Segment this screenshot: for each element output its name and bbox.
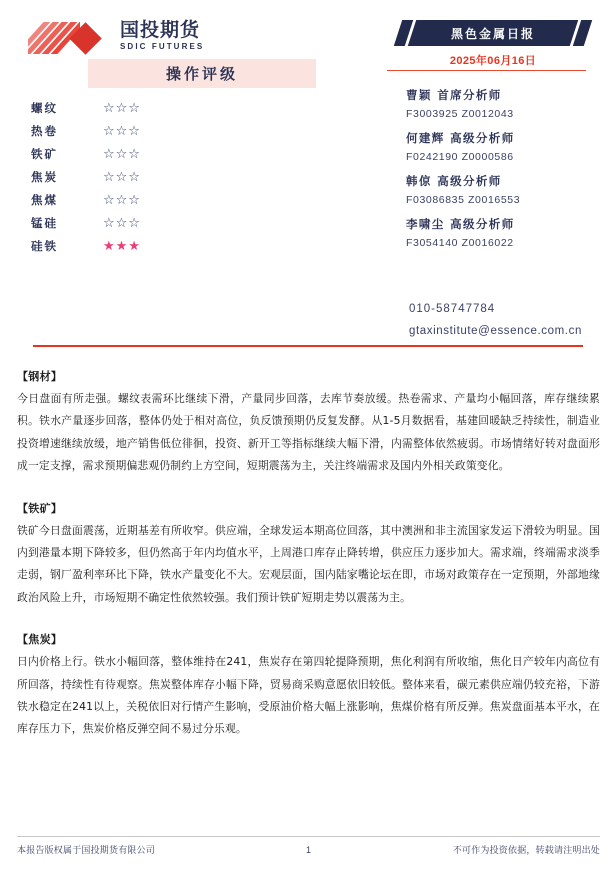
section-title: 【钢材】 <box>17 370 63 383</box>
logo-chinese-name: 国投期货 <box>120 19 201 41</box>
analyst-license-code: F0242190 Z0000586 <box>406 151 514 163</box>
footer-disclaimer: 不可作为投资依据，转载请注明出处 <box>452 846 600 856</box>
report-banner-title: 黑色金属日报 <box>450 26 535 41</box>
rating-stars: ☆☆☆ <box>103 215 141 230</box>
rating-label: 螺纹 <box>31 100 58 115</box>
section-steel <box>17 366 600 478</box>
section-coke <box>17 629 600 741</box>
logo-wordmark <box>120 20 230 52</box>
analyst-name: 何建辉 高级分析师 <box>406 131 515 145</box>
contact-email[interactable]: gtaxinstitute@essence.com.cn <box>409 325 582 337</box>
analyst-list <box>406 88 611 250</box>
rating-label: 硅铁 <box>31 238 58 253</box>
rating-row <box>28 234 318 257</box>
report-content <box>17 366 600 761</box>
section-body: 铁矿今日盘面震荡，近期基差有所收窄。供应端，全球发运本期高位回落，其中澳洲和非主流国家发运下滑较为明显。国内到港量本期下降较多，但仍然高于年内均值水平，上周港口库存止降转增，供应压力逐步加大。需求端，终端需求淡季走弱，钢厂盈利率环比下降，铁水产量变化不大。宏观层面，国内陆家嘴论坛在即，市场对政策存在一定预期，外部地缘政治风险上升，市场短期不确定性依然较强。我们预计铁矿短期走势以震荡为主。 <box>17 523 600 604</box>
rating-row <box>28 211 318 234</box>
rating-stars: ☆☆☆ <box>103 169 141 184</box>
rating-stars: ☆☆☆ <box>103 100 141 115</box>
section-body: 今日盘面有所走强。螺纹表需环比继续下滑，产量同步回落，去库节奏放缓。热卷需求、产量均小幅回落，库存继续累积。铁水产量逐步回落，整体仍处于相对高位，负反馈预期仍反复发酵。从1-5月数据看，基建回暖缺乏持续性，制造业投资增速继续放缓，地产销售低位徘徊，投资、新开工等指标继续大幅下滑，内需整体依然疲弱。市场情绪好转对盘面形成一定支撑，需求预期偏悲观仍制约上方空间，短期震荡为主，关注终端需求及国内外相关政策变化。 <box>17 392 600 473</box>
footer-copyright: 本报告版权属于国投期货有限公司 <box>17 846 156 856</box>
analyst-name: 李啸尘 高级分析师 <box>406 217 515 231</box>
report-footer <box>17 843 600 856</box>
contact-block <box>409 301 614 339</box>
company-logo <box>28 18 228 58</box>
rating-label: 焦煤 <box>31 192 58 207</box>
header-divider <box>33 345 583 347</box>
section-iron-ore <box>17 498 600 610</box>
rating-row <box>28 142 318 165</box>
rating-row <box>28 96 318 119</box>
rating-label: 锰硅 <box>31 215 58 230</box>
analyst-license-code: F3003925 Z0012043 <box>406 108 514 120</box>
section-title: 【铁矿】 <box>17 501 63 515</box>
rating-card-title: 操作评级 <box>88 59 316 88</box>
analyst-name: 韩倞 高级分析师 <box>406 174 502 188</box>
analyst-name: 曹颖 首席分析师 <box>406 88 502 102</box>
rating-table <box>28 96 318 257</box>
footer-page-number: 1 <box>305 844 311 855</box>
contact-phone: 010-58747784 <box>409 303 496 315</box>
rating-row <box>28 188 318 211</box>
rating-label: 铁矿 <box>31 146 58 161</box>
sdic-diamond-logo-icon <box>28 22 114 54</box>
analyst-license-code: F03086835 Z0016553 <box>406 194 521 206</box>
report-date: 2025年06月16日 <box>449 55 537 67</box>
footer-divider <box>17 836 600 837</box>
rating-label: 热卷 <box>31 123 58 138</box>
rating-stars: ☆☆☆ <box>103 146 141 161</box>
rating-stars: ☆☆☆ <box>103 192 141 207</box>
rating-row <box>28 119 318 142</box>
rating-row <box>28 165 318 188</box>
section-body: 日内价格上行。铁水小幅回落，整体维持在241，焦炭存在第四轮提降预期，焦化利润有所收缩，焦化日产较年内高位有所回落，持续性有待观察。焦炭整体库存小幅下降，贸易商采购意愿依旧较低。整体来看，碳元素供应端仍较充裕，下游铁水稳定在241以上，关税依旧对行情产生影响，受原油价格大幅上涨影响，焦煤价格有所反弹。焦炭盘面基本平水，在库存压力下，焦炭价格反弹空间不易过分乐观。 <box>17 655 600 736</box>
report-header <box>0 0 615 345</box>
rating-stars: ☆☆☆ <box>103 123 141 138</box>
logo-english-name: SDIC FUTURES <box>120 42 205 51</box>
report-banner <box>398 20 588 46</box>
rating-label: 焦炭 <box>31 169 58 184</box>
date-divider <box>387 70 586 71</box>
analyst-license-code: F3054140 Z0016022 <box>406 237 514 249</box>
section-title: 【焦炭】 <box>17 633 63 647</box>
rating-stars: ★★★ <box>103 238 141 253</box>
